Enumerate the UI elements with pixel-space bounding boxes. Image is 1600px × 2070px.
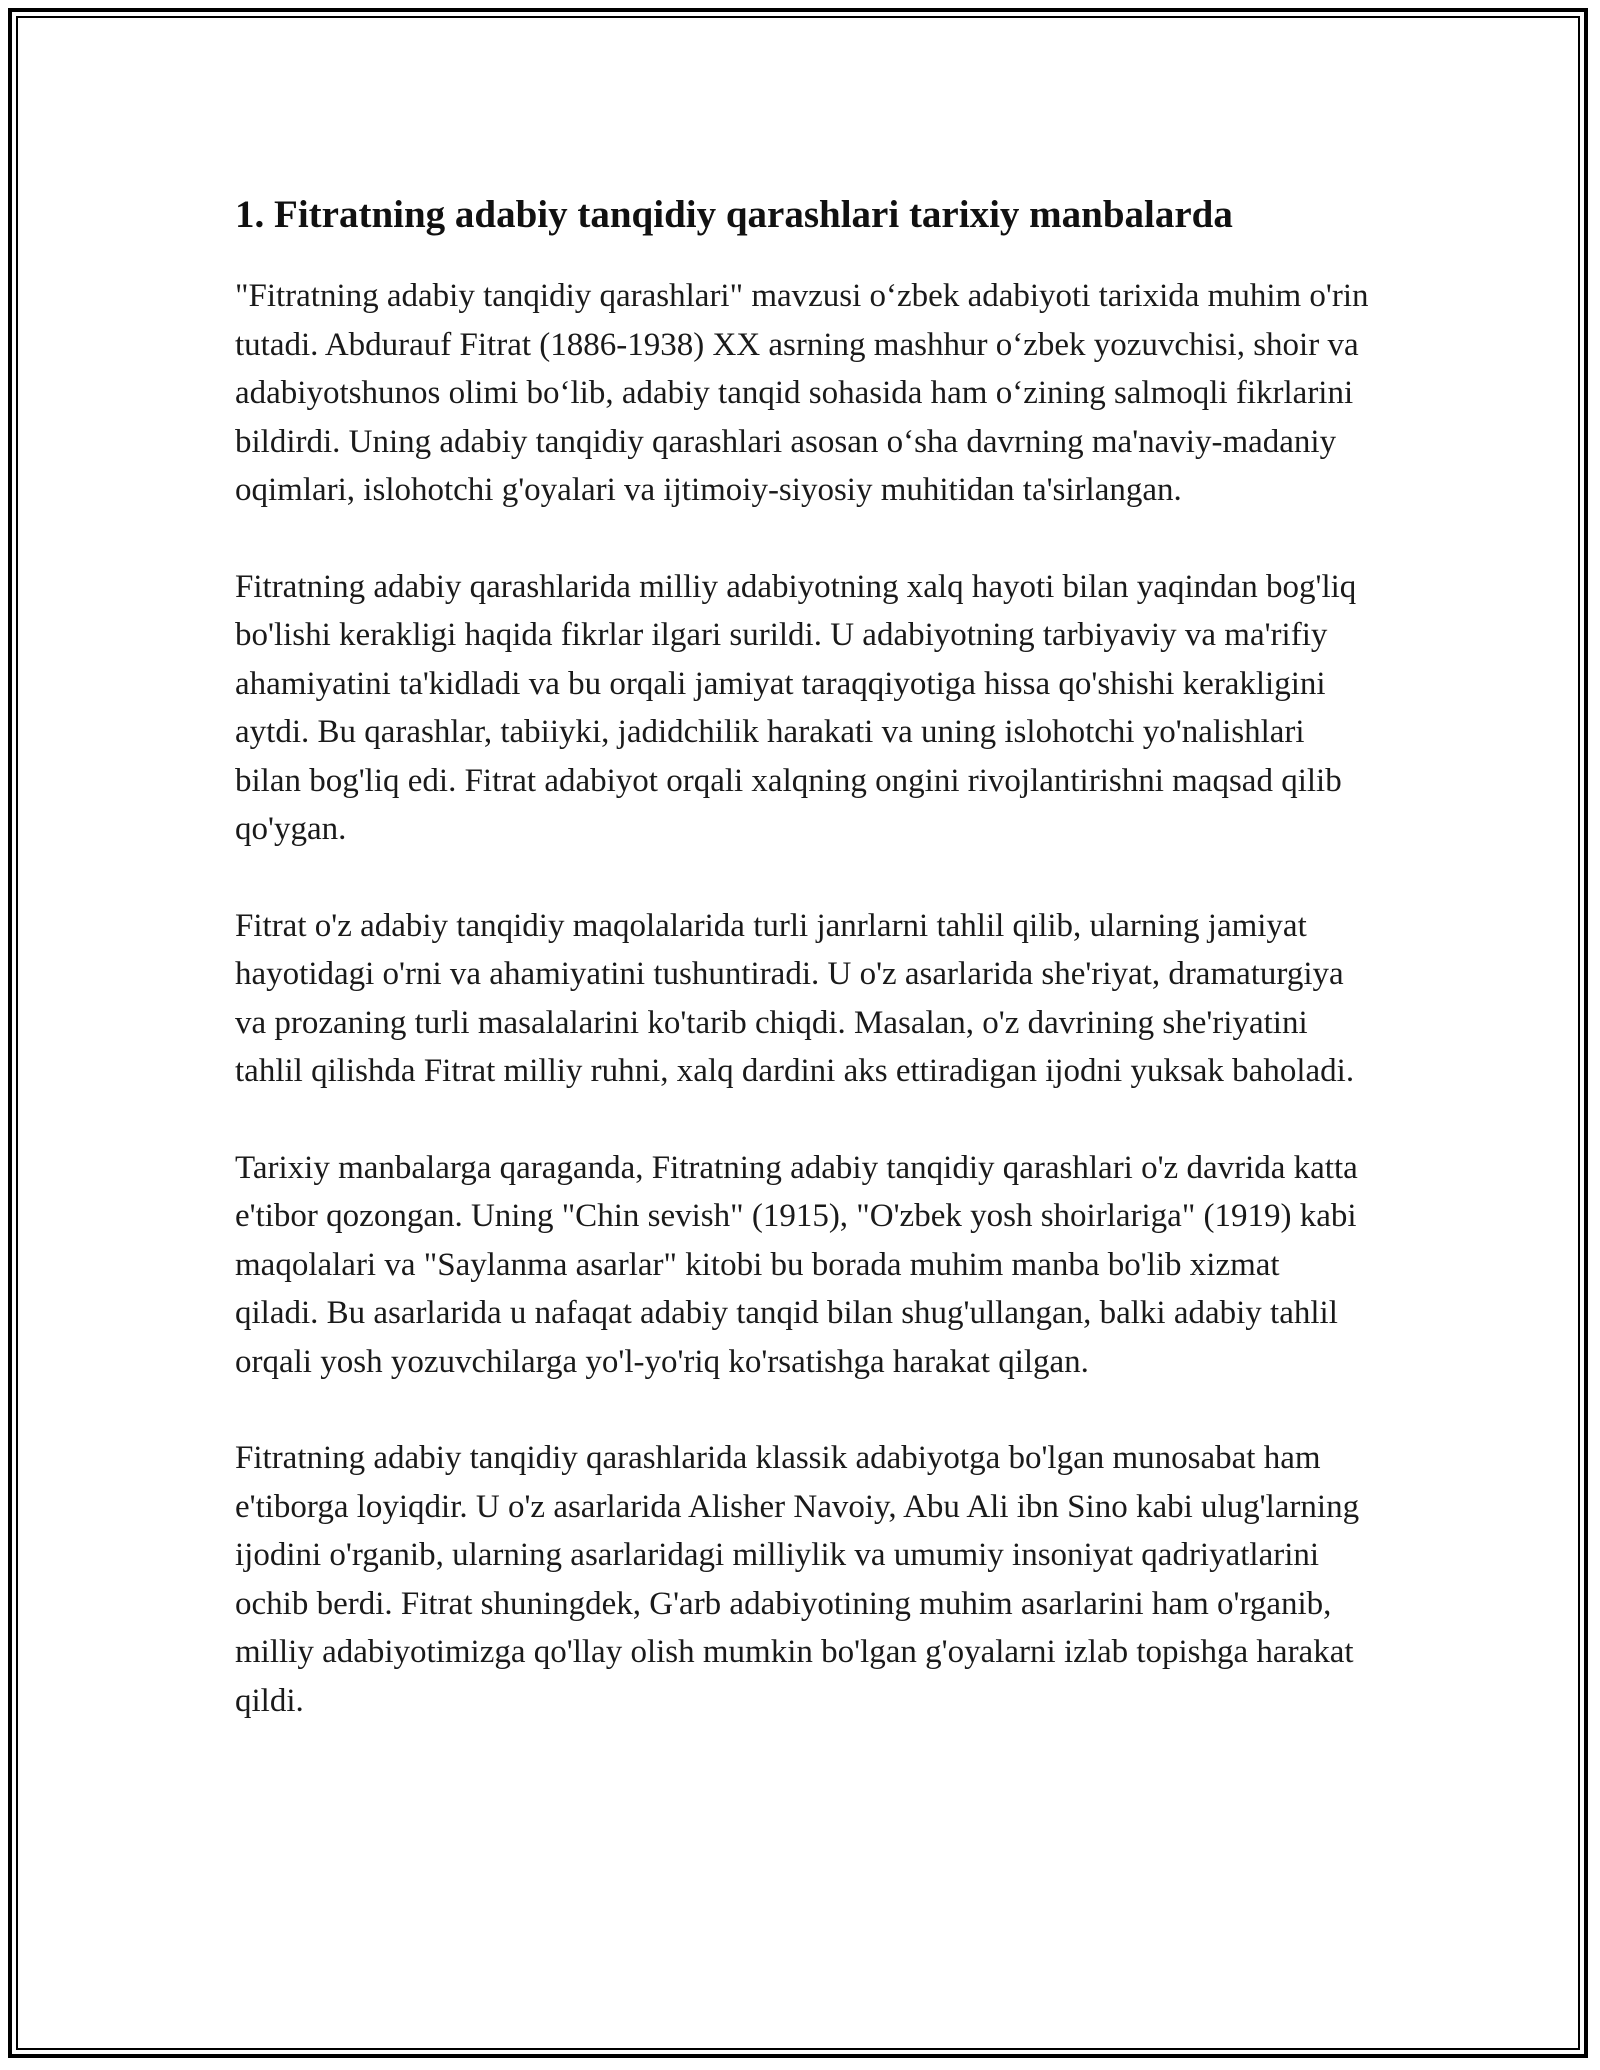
paragraph-1: "Fitratning adabiy tanqidiy qarashlari" mavzusi oʻzbek adabiyoti tarixida muhim o'rin tutadi. Abdurauf Fitrat (1886-1938) XX asrning mashhur oʻzbek yozuvchisi, shoir va adabiyotshunos olimi boʻlib, adabiy tanqid sohasida ham oʻzining salmoqli fikrlarini bildirdi. Uning adabiy tanqidiy qarashlari asosan oʻsha davrning ma'naviy-madaniy oqimlari, islohotchi g'oyalari va ijtimoiy-siyosiy muhitidan ta'sirlangan.: [235, 278, 1369, 508]
paragraph-5: Fitratning adabiy tanqidiy qarashlarida klassik adabiyotga bo'lgan munosabat ham e'tiborga loyiqdir. U o'z asarlarida Alisher Navoiy, Abu Ali ibn Sino kabi ulug'larning ijodini o'rganib, ularning asarlaridagi milliylik va umumiy insoniyat qadriyatlarini ochib berdi. Fitrat shuningdek, G'arb adabiyotining muhim asarlarini ham o'rganib, milliy adabiyotimizga qo'llay olish mumkin bo'lgan g'oyalarni izlab topishga harakat qildi.: [235, 1440, 1360, 1719]
document-body: [235, 188, 1370, 1773]
paragraph-2: Fitratning adabiy qarashlarida milliy adabiyotning xalq hayoti bilan yaqindan bog'liq bo'lishi kerakligi haqida fikrlar ilgari surildi. U adabiyotning tarbiyaviy va ma'rifiy ahamiyatini ta'kidladi va bu orqali jamiyat taraqqiyotiga hissa qo'shishi kerakligini aytdi. Bu qarashlar, tabiiyki, jadidchilik harakati va uning islohotchi yo'nalishlari bilan bog'liq edi. Fitrat adabiyot orqali xalqning ongini rivojlantirishni maqsad qilib qo'ygan.: [235, 568, 1357, 847]
document-title: 1. Fitratning adabiy tanqidiy qarashlari tarixiy manbalarda: [235, 193, 1233, 236]
paragraph-3: Fitrat o'z adabiy tanqidiy maqolalarida turli janrlarni tahlil qilib, ularning jamiyat hayotidagi o'rni va ahamiyatini tushuntiradi. U o'z asarlarida she'riyat, dramaturgiya va prozaning turli masalalarini ko'tarib chiqdi. Masalan, o'z davrining she'riyatini tahlil qilishda Fitrat milliy ruhni, xalq dardini aks ettiradigan ijodni yuksak baholadi.: [235, 907, 1355, 1089]
paragraph-4: Tarixiy manbalarga qaraganda, Fitratning adabiy tanqidiy qarashlari o'z davrida katta e'tibor qozongan. Uning "Chin sevish" (1915), "O'zbek yosh shoirlariga" (1919) kabi maqolalari va "Saylanma asarlar" kitobi bu borada muhim manba bo'lib xizmat qiladi. Bu asarlarida u nafaqat adabiy tanqid bilan shug'ullangan, balki adabiy tahlil orqali yosh yozuvchilarga yo'l-yo'riq ko'rsatishga harakat qilgan.: [235, 1149, 1358, 1380]
